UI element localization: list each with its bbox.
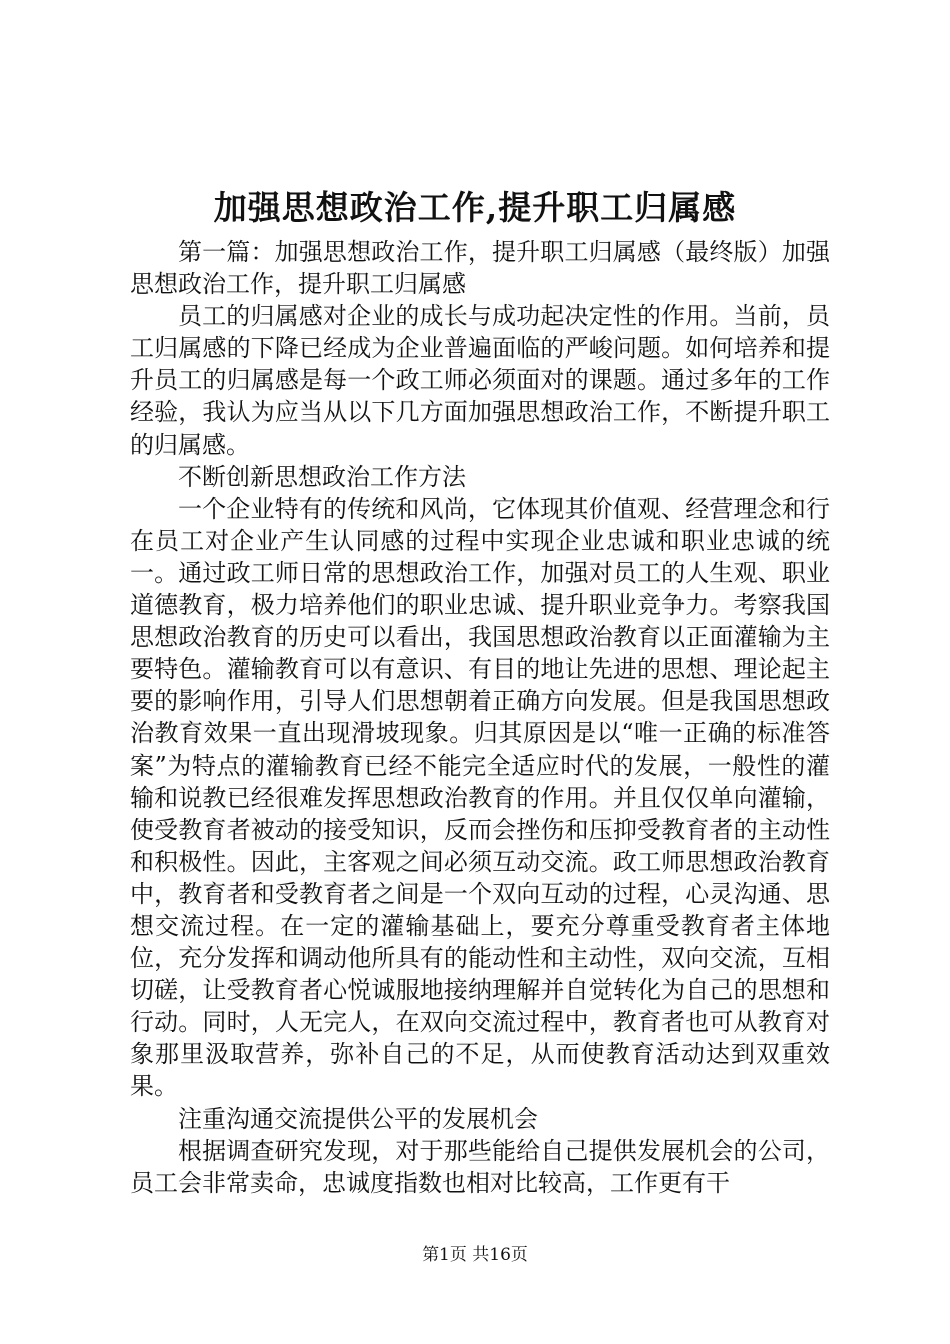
page-footer: 第1页 共16页	[422, 1245, 528, 1265]
paragraph-intro: 员工的归属感对企业的成长与成功起决定性的作用。当前，员工归属感的下降已经成为企业普遍面临的严峻问题。如何培养和提升员工的归属感是每一个政工师必须面对的课题。通过多年的工作经验，我认为应当从以下几方面加强思想政治工作，不断提升职工的归属感。	[130, 302, 830, 459]
paragraph-communication: 根据调查研究发现，对于那些能给自己提供发展机会的公司，员工会非常卖命，忠诚度指数也相对比较高，工作更有干	[130, 1136, 830, 1197]
section-heading-method: 不断创新思想政治工作方法	[178, 462, 466, 491]
section-heading-communication: 注重沟通交流提供公平的发展机会	[178, 1104, 538, 1133]
paragraph-method: 一个企业特有的传统和风尚，它体现其价值观、经营理念和行在员工对企业产生认同感的过程中实现企业忠诚和职业忠诚的统一。通过政工师日常的思想政治工作，加强对员工的人生观、职业道德教育，极力培养他们的职业忠诚、提升职业竞争力。考察我国思想政治教育的历史可以看出，我国思想政治教育以正面灌输为主要特色。灌输教育可以有意识、有目的地让先进的思想、理论起主要的影响作用，引导人们思想朝着正确方向发展。但是我国思想政治教育效果一直出现滑坡现象。归其原因是以“唯一正确的标准答案”为特点的灌输教育已经不能完全适应时代的发展，一般性的灌输和说教已经很难发挥思想政治教育的作用。并且仅仅单向灌输，使受教育者被动的接受知识，反而会挫伤和压抑受教育者的主动性和积极性。因此，主客观之间必须互动交流。政工师思想政治教育中，教育者和受教育者之间是一个双向互动的过程，心灵沟通、思想交流过程。在一定的灌输基础上，要充分尊重受教育者主体地位，充分发挥和调动他所具有的能动性和主动性，双向交流，互相切磋，让受教育者心悦诚服地接纳理解并自觉转化为自己的思想和行动。同时，人无完人，在双向交流过程中，教育者也可从教育对象那里汲取营养，弥补自己的不足，从而使教育活动达到双重效果。	[130, 494, 830, 1101]
document-title: 加强思想政治工作,提升职工归属感	[213, 188, 737, 227]
document-body	[130, 236, 830, 1199]
paragraph-heading-line: 第一篇：加强思想政治工作，提升职工归属感（最终版）加强思想政治工作，提升职工归属感	[130, 238, 830, 299]
